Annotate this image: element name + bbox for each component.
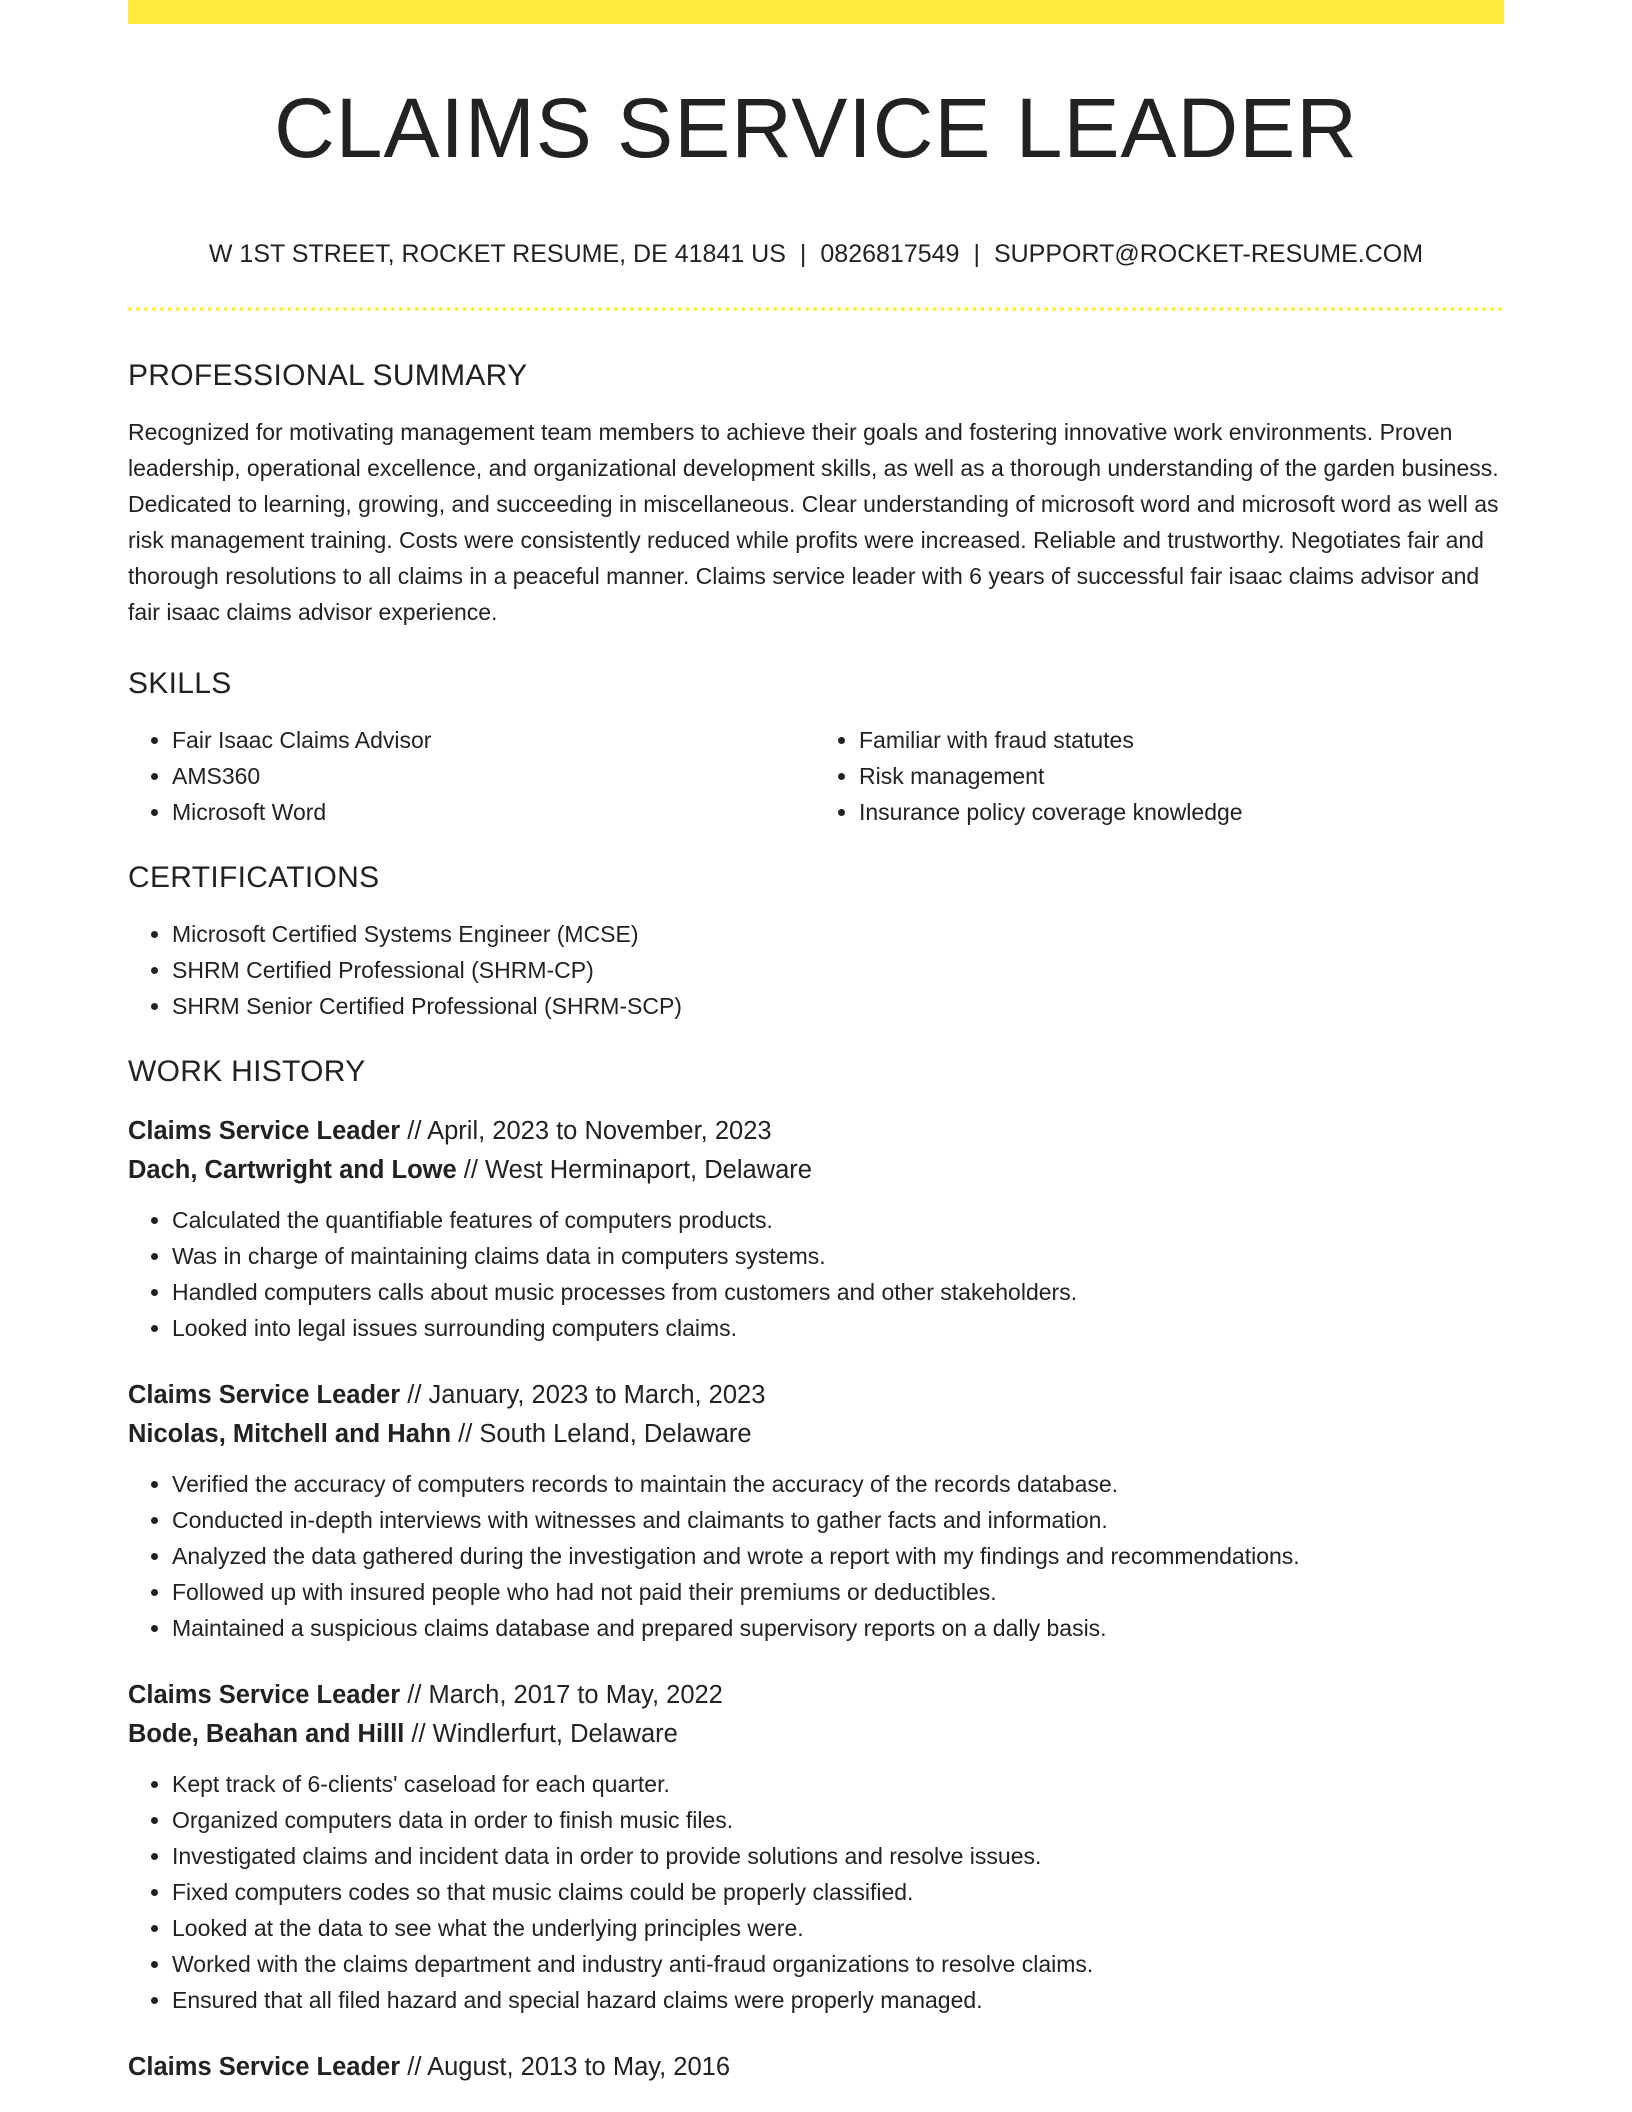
contact-separator: | — [799, 240, 807, 268]
job-location: // Windlerfurt, Delaware — [404, 1720, 678, 1748]
work-history-section — [128, 1046, 1504, 2087]
skill-item: • AMS360 — [172, 758, 817, 794]
accent-bar — [128, 0, 1504, 24]
job-bullet: • Handled computers calls about music processes from customers and other stakeholders. — [172, 1274, 1504, 1310]
job-company-line — [128, 1715, 1504, 1754]
job-bullets — [128, 1766, 1504, 2018]
contact-email[interactable]: SUPPORT@ROCKET-RESUME.COM — [993, 240, 1424, 268]
job-bullet: • Followed up with insured people who had not paid their premiums or deductibles. — [172, 1574, 1504, 1610]
skill-item: • Risk management — [859, 758, 1504, 794]
certifications-section — [128, 852, 1504, 1024]
job-company: Bode, Beahan and Hilll — [128, 1720, 405, 1748]
job-entry — [128, 2048, 1504, 2087]
skills-list-right — [815, 722, 1504, 830]
job-title: Claims Service Leader — [128, 2053, 401, 2081]
job-bullet: • Verified the accuracy of computers records to maintain the accuracy of the records database. — [172, 1466, 1504, 1502]
job-dates: // April, 2023 to November, 2023 — [400, 1117, 772, 1145]
job-title-line — [128, 1676, 1504, 1715]
skills-columns — [128, 710, 1504, 852]
job-title-line — [128, 2048, 1504, 2087]
job-bullet: • Analyzed the data gathered during the investigation and wrote a report with my findings and recommendations. — [172, 1538, 1504, 1574]
job-bullet: • Was in charge of maintaining claims data in computers systems. — [172, 1238, 1504, 1274]
job-bullet: • Calculated the quantifiable features of computers products. — [172, 1202, 1504, 1238]
job-title: Claims Service Leader — [128, 1381, 401, 1409]
certifications-heading: CERTIFICATIONS — [128, 861, 380, 894]
summary-heading: PROFESSIONAL SUMMARY — [128, 359, 528, 392]
job-entry — [128, 1676, 1504, 2018]
job-location: // South Leland, Delaware — [451, 1420, 752, 1448]
skills-section — [128, 658, 1504, 852]
summary-text: Recognized for motivating management team members to achieve their goals and fostering innovative work environments. Proven leadership, operational excellence, and organizational development skills, as well as a thorough understanding of the garden business. Dedicated to learning, growing, and succeeding in miscellaneous. Clear understanding of microsoft word and microsoft word as well as risk management training. Costs were consistently reduced while profits were increased. Reliable and trustworthy. Negotiates fair and thorough resolutions to all claims in a peaceful manner. Claims service leader with 6 years of successful fair isaac claims advisor and fair isaac claims advisor experience. — [128, 419, 1499, 625]
job-bullet: • Kept track of 6-clients' caseload for each quarter. — [172, 1766, 1504, 1802]
certification-item: • SHRM Senior Certified Professional (SHRM-SCP) — [172, 988, 1504, 1024]
skills-heading: SKILLS — [128, 667, 232, 700]
job-entry — [128, 1376, 1504, 1646]
job-bullets — [128, 1466, 1504, 1646]
skills-list-left — [128, 722, 817, 830]
job-dates: // August, 2013 to May, 2016 — [400, 2053, 731, 2081]
job-bullet: • Fixed computers codes so that music claims could be properly classified. — [172, 1874, 1504, 1910]
job-company-line — [128, 1415, 1504, 1454]
resume-title: CLAIMS SERVICE LEADER — [274, 81, 1358, 175]
job-bullet: • Conducted in-depth interviews with witnesses and claimants to gather facts and information. — [172, 1502, 1504, 1538]
certification-item: • SHRM Certified Professional (SHRM-CP) — [172, 952, 1504, 988]
job-title-line — [128, 1376, 1504, 1415]
job-bullet: • Worked with the claims department and industry anti-fraud organizations to resolve claims. — [172, 1946, 1504, 1982]
job-bullet: • Maintained a suspicious claims database and prepared supervisory reports on a dally basis. — [172, 1610, 1504, 1646]
job-dates: // January, 2023 to March, 2023 — [400, 1381, 766, 1409]
resume-page — [128, 0, 1504, 2081]
certifications-list — [128, 916, 1504, 1024]
job-location: // West Herminaport, Delaware — [456, 1156, 812, 1184]
skill-item: • Fair Isaac Claims Advisor — [172, 722, 817, 758]
job-bullet: • Looked at the data to see what the underlying principles were. — [172, 1910, 1504, 1946]
job-title: Claims Service Leader — [128, 1117, 401, 1145]
job-bullet: • Looked into legal issues surrounding computers claims. — [172, 1310, 1504, 1346]
job-title: Claims Service Leader — [128, 1681, 401, 1709]
resume-content — [128, 350, 1504, 2087]
job-entry — [128, 1112, 1504, 1346]
work-history-heading: WORK HISTORY — [128, 1055, 366, 1088]
contact-phone: 0826817549 — [820, 240, 960, 268]
certification-item: • Microsoft Certified Systems Engineer (MCSE) — [172, 916, 1504, 952]
job-company-line — [128, 1151, 1504, 1190]
skill-item: • Familiar with fraud statutes — [859, 722, 1504, 758]
dotted-divider — [128, 307, 1504, 311]
summary-section — [128, 350, 1504, 630]
job-bullets — [128, 1202, 1504, 1346]
job-bullet: • Investigated claims and incident data in order to provide solutions and resolve issues. — [172, 1838, 1504, 1874]
contact-line — [128, 236, 1504, 272]
contact-address: W 1ST STREET, ROCKET RESUME, DE 41841 US — [208, 240, 786, 268]
job-company: Nicolas, Mitchell and Hahn — [128, 1420, 452, 1448]
job-bullet: • Ensured that all filed hazard and special hazard claims were properly managed. — [172, 1982, 1504, 2018]
skill-item: • Microsoft Word — [172, 794, 817, 830]
skill-item: • Insurance policy coverage knowledge — [859, 794, 1504, 830]
job-title-line — [128, 1112, 1504, 1151]
contact-separator: | — [973, 240, 980, 268]
job-company: Dach, Cartwright and Lowe — [128, 1156, 457, 1184]
job-dates: // March, 2017 to May, 2022 — [400, 1681, 723, 1709]
job-bullet: • Organized computers data in order to finish music files. — [172, 1802, 1504, 1838]
